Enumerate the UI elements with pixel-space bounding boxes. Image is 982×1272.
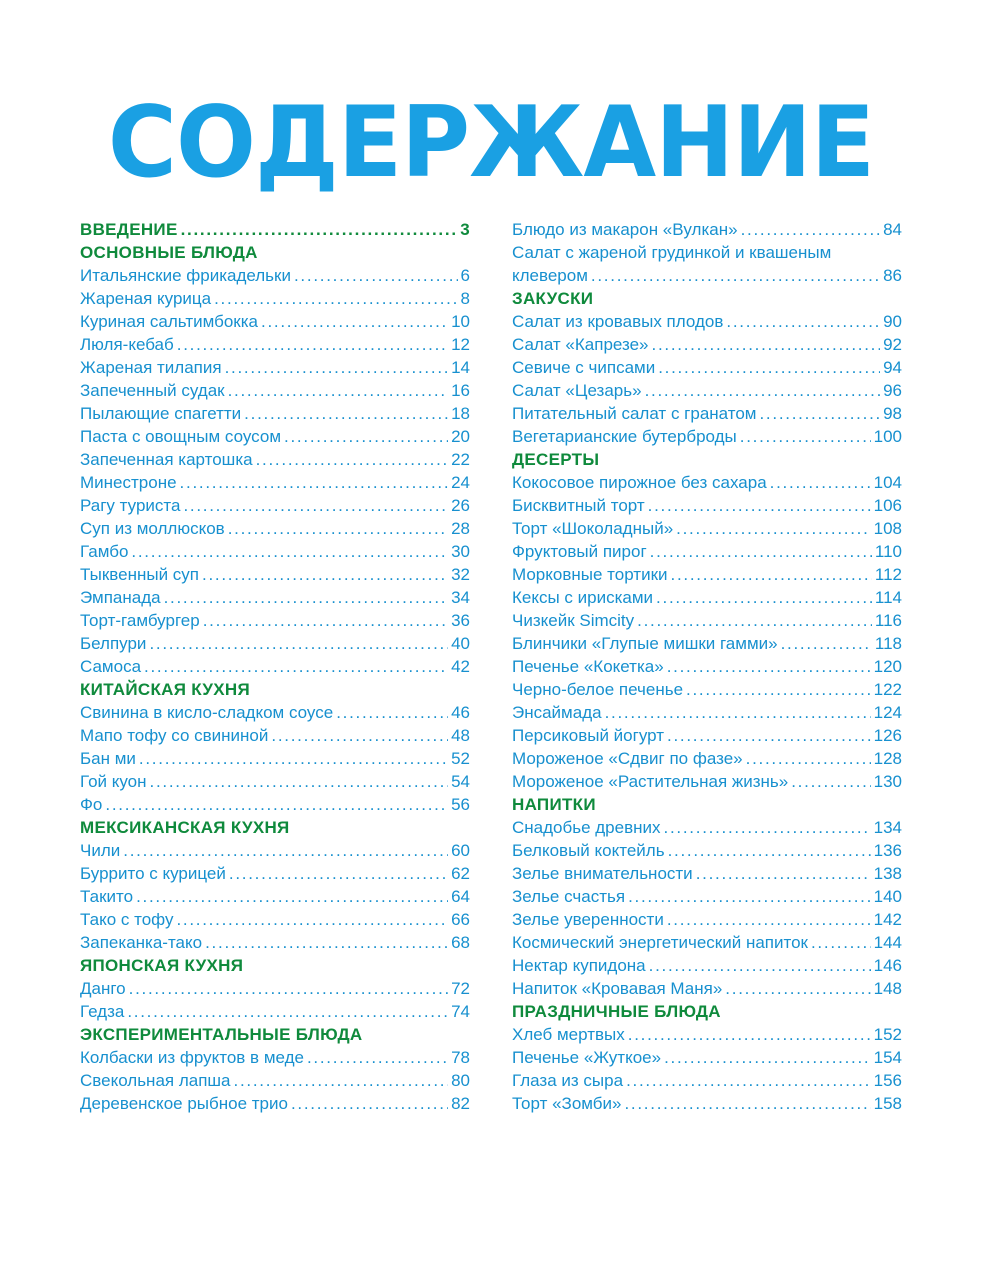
entry-label: Морковные тортики [512,565,668,584]
page-number: 72 [451,979,470,998]
page-number: 138 [873,864,902,883]
toc-entry[interactable] [80,931,470,954]
section-heading-desserts: ДЕСЕРТЫ [512,450,600,469]
entry-label: Блюдо из макарон «Вулкан» [512,220,738,239]
section-heading-snacks: ЗАКУСКИ [512,289,594,308]
entry-label: Глаза из сыра [512,1071,624,1090]
page-number: 108 [873,519,902,538]
page-number: 48 [451,726,470,745]
page-number: 104 [873,473,902,492]
page-number: 84 [883,220,902,239]
toc-entry[interactable] [512,1046,902,1069]
dot-leader [686,678,871,701]
page-number: 46 [451,703,470,722]
page-number: 122 [873,680,902,699]
entry-label: Пылающие спагетти [80,404,242,423]
page-number: 6 [460,266,470,285]
page-number: 54 [451,772,470,791]
page-number: 128 [873,749,902,768]
toc-entry[interactable] [80,494,470,517]
toc-entry[interactable] [512,356,902,379]
toc-entry[interactable] [80,379,470,402]
toc-entry[interactable] [80,747,470,770]
section-heading-mexican: МЕКСИКАНСКАЯ КУХНЯ [80,818,290,837]
page-title: СОДЕРЖАНИЕ [107,86,875,200]
dot-leader [336,701,448,724]
toc-entry[interactable] [512,517,902,540]
dot-leader [741,218,881,241]
toc-entry[interactable] [512,218,902,241]
page-number: 90 [883,312,902,331]
toc-entry[interactable] [80,448,470,471]
toc-entry[interactable] [80,1046,470,1069]
page-number: 10 [451,312,470,331]
entry-label: Чили [80,841,121,860]
entry-label: Снадобье древних [512,818,661,837]
toc-entry[interactable] [512,701,902,724]
toc-entry[interactable] [512,586,902,609]
page-number: 22 [451,450,470,469]
page-number: 20 [451,427,470,446]
dot-leader [284,425,448,448]
dot-leader [139,747,448,770]
entry-label: Бисквитный торт [512,496,645,515]
entry-label: Вегетарианские бутерброды [512,427,737,446]
toc-list-main [80,264,470,678]
toc-entry[interactable] [80,1092,470,1115]
toc-entry[interactable] [512,425,902,448]
dot-leader [183,494,448,517]
toc-entry[interactable] [512,1069,902,1092]
toc-entry[interactable] [80,793,470,816]
entry-label: Салат из кровавых плодов [512,312,724,331]
toc-entry[interactable] [80,1000,470,1023]
page-number: 14 [451,358,470,377]
entry-label: Торт «Шоколадный» [512,519,674,538]
toc-entry[interactable] [512,379,902,402]
page-number: 126 [873,726,902,745]
page-number: 118 [874,634,902,653]
section-heading-drinks: НАПИТКИ [512,795,596,814]
dot-leader [726,310,880,333]
toc-entry[interactable] [80,563,470,586]
page-number: 144 [873,933,902,952]
dot-leader [256,448,448,471]
dot-leader [725,977,870,1000]
dot-leader [781,632,872,655]
dot-leader [136,885,448,908]
dot-leader [234,1069,449,1092]
toc-entry[interactable] [80,701,470,724]
entry-label: Суп из моллюсков [80,519,225,538]
toc-entry[interactable] [512,563,902,586]
dot-leader [244,402,448,425]
toc-entry[interactable] [512,678,902,701]
toc-entry[interactable] [512,977,902,1000]
page-number: 120 [873,657,902,676]
page-number: 12 [451,335,470,354]
page-number: 24 [451,473,470,492]
entry-label: Зелье внимательности [512,864,693,883]
toc-entry[interactable] [80,632,470,655]
dot-leader [624,1092,870,1115]
entry-label: Буррито с курицей [80,864,226,883]
page-number: 26 [451,496,470,515]
dot-leader [123,839,448,862]
toc-entry[interactable] [80,310,470,333]
entry-label: Нектар купидона [512,956,646,975]
page-number: 106 [873,496,902,515]
dot-leader [637,609,872,632]
entry-label: Тако с тофу [80,910,174,929]
section-heading-holiday: ПРАЗДНИЧНЫЕ БЛЮДА [512,1002,721,1021]
dot-leader [626,1069,871,1092]
entry-label: Салат «Цезарь» [512,381,642,400]
page-number: 68 [451,933,470,952]
page-number: 124 [873,703,902,722]
page-number: 36 [451,611,470,630]
dot-leader [791,770,870,793]
entry-label: Гедза [80,1002,125,1021]
page-number: 74 [451,1002,470,1021]
dot-leader [628,885,871,908]
page-number: 130 [873,772,902,791]
entry-label: клевером [512,266,588,285]
toc-right-column [512,218,902,1115]
entry-label: Салат с жареной грудинкой и квашеным [512,243,832,262]
page-number: 64 [451,887,470,906]
toc-list-snacks [512,310,902,448]
entry-label: Гой куон [80,772,147,791]
entry-label: Чизкейк Simcity [512,611,635,630]
toc-entry-wrapped-line2[interactable] [512,264,902,287]
entry-label: Черно-белое печенье [512,680,684,699]
toc-entry[interactable] [80,425,470,448]
toc-entry[interactable] [512,724,902,747]
dot-leader [291,1092,448,1115]
page-number: 32 [451,565,470,584]
dot-leader [294,264,458,287]
toc-entry[interactable] [512,471,902,494]
entry-label: Паста с овощным соусом [80,427,282,446]
dot-leader [129,977,448,1000]
entry-label: Самоса [80,657,142,676]
dot-leader [181,218,458,241]
dot-leader [650,540,872,563]
entry-label: Фо [80,795,103,814]
page-number: 146 [873,956,902,975]
toc-entry[interactable] [80,1069,470,1092]
dot-leader [127,1000,448,1023]
section-heading-chinese: КИТАЙСКАЯ КУХНЯ [80,680,250,699]
toc-entry[interactable] [80,287,470,310]
toc-entry[interactable] [80,471,470,494]
entry-label: Салат «Капрезе» [512,335,649,354]
entry-label: Кокосовое пирожное без сахара [512,473,767,492]
dot-leader [740,425,871,448]
dot-leader [770,471,871,494]
dot-leader [811,931,871,954]
toc-entry[interactable] [512,402,902,425]
entry-label: Зелье уверенности [512,910,664,929]
toc-list-desserts [512,471,902,793]
entry-label: Запеченная картошка [80,450,253,469]
toc-entry[interactable] [80,977,470,1000]
page-number: 78 [451,1048,470,1067]
toc-list-experimental [80,1046,470,1115]
dot-leader [668,839,871,862]
dot-leader [131,540,448,563]
page-number: 116 [874,611,902,630]
dot-leader [667,655,871,678]
dot-leader [203,609,448,632]
entry-label: Запеченный судак [80,381,225,400]
page-number: 148 [873,979,902,998]
dot-leader [164,586,448,609]
entry-label: Блинчики «Глупые мишки гамми» [512,634,778,653]
toc-entry[interactable] [80,724,470,747]
entry-label: Гамбо [80,542,129,561]
entry-label: Деревенское рыбное трио [80,1094,288,1113]
dot-leader [229,862,448,885]
entry-label: Мороженое «Сдвиг по фазе» [512,749,743,768]
page-number: 152 [873,1025,902,1044]
entry-label: Жареная тилапия [80,358,222,377]
toc-entry-wrapped-line1[interactable] [512,241,902,264]
entry-label: Торт «Зомби» [512,1094,622,1113]
dot-leader [261,310,448,333]
entry-label: Напиток «Кровавая Маня» [512,979,723,998]
page-number: 136 [873,841,902,860]
entry-label: Рагу туриста [80,496,181,515]
page-number: 42 [451,657,470,676]
dot-leader [177,333,448,356]
page-number: 94 [883,358,902,377]
page-number: 110 [874,542,902,561]
dot-leader [667,724,871,747]
page-number: 60 [451,841,470,860]
entry-label: Питательный салат с гранатом [512,404,757,423]
toc-entry[interactable] [80,333,470,356]
entry-label: Мапо тофу со свининой [80,726,269,745]
toc-entry[interactable] [80,540,470,563]
entry-label: Печенье «Жуткое» [512,1048,662,1067]
page-number: 112 [874,565,902,584]
entry-label: Зелье счастья [512,887,626,906]
dot-leader [759,402,880,425]
toc-entry[interactable] [80,264,470,287]
page-number: 92 [883,335,902,354]
entry-label: Севиче с чипсами [512,358,656,377]
page-number: 114 [874,588,902,607]
page-number: 3 [460,220,470,239]
page-number: 34 [451,588,470,607]
page-number: 40 [451,634,470,653]
dot-leader [225,356,448,379]
entry-label: Космический энергетический напиток [512,933,808,952]
section-heading-intro: ВВЕДЕНИЕ [80,220,178,239]
entry-label: Такито [80,887,134,906]
entry-label: Куриная сальтимбокка [80,312,259,331]
toc-entry[interactable] [512,954,902,977]
toc-entry[interactable] [512,885,902,908]
section-heading-main: ОСНОВНЫЕ БЛЮДА [80,243,258,262]
entry-label: Печенье «Кокетка» [512,657,664,676]
dot-leader [671,563,872,586]
toc-entry[interactable] [512,931,902,954]
entry-label: Торт-гамбургер [80,611,200,630]
toc-entry[interactable] [512,816,902,839]
entry-label: Запеканка-тако [80,933,203,952]
page-number: 140 [873,887,902,906]
entry-label: Жареная курица [80,289,212,308]
toc-entry[interactable] [80,356,470,379]
section-heading-experimental: ЭКСПЕРИМЕНТАЛЬНЫЕ БЛЮДА [80,1025,363,1044]
dot-leader [628,1023,871,1046]
toc-entry[interactable] [80,908,470,931]
toc-entry[interactable] [80,770,470,793]
page-number: 52 [451,749,470,768]
entry-label: Данго [80,979,126,998]
entry-label: Минестроне [80,473,177,492]
entry-label: Свинина в кисло-сладком соусе [80,703,334,722]
page-number: 134 [873,818,902,837]
dot-leader [746,747,871,770]
dot-leader [202,563,448,586]
page-number: 96 [883,381,902,400]
toc-entry[interactable] [512,310,902,333]
dot-leader [149,632,448,655]
entry-label: Колбаски из фруктов в меде [80,1048,304,1067]
page-number: 56 [451,795,470,814]
toc-entry[interactable] [512,770,902,793]
entry-label: Белпури [80,634,147,653]
page-number: 80 [451,1071,470,1090]
page-number: 82 [451,1094,470,1113]
dot-leader [271,724,448,747]
dot-leader [664,816,871,839]
entry-label: Эмпанада [80,588,161,607]
toc-entry[interactable] [80,655,470,678]
toc-list-mexican [80,839,470,954]
toc-entry[interactable] [512,747,902,770]
toc-entry[interactable] [512,908,902,931]
entry-label: Белковый коктейль [512,841,665,860]
page-number: 18 [451,404,470,423]
dot-leader [605,701,871,724]
page-number: 100 [873,427,902,446]
dot-leader [228,379,448,402]
toc-list-chinese [80,701,470,816]
dot-leader [676,517,870,540]
page-number: 30 [451,542,470,561]
toc-entry[interactable] [512,609,902,632]
toc-entry[interactable] [80,885,470,908]
toc-entry[interactable] [80,839,470,862]
toc-entry[interactable] [512,494,902,517]
dot-leader [696,862,871,885]
entry-label: Свекольная лапша [80,1071,231,1090]
dot-leader [648,494,871,517]
dot-leader [214,287,457,310]
page-number: 142 [873,910,902,929]
page-number: 86 [883,266,902,285]
page-number: 28 [451,519,470,538]
entry-label: Тыквенный суп [80,565,200,584]
toc-entry[interactable] [512,1092,902,1115]
dot-leader [176,908,448,931]
page-number: 156 [873,1071,902,1090]
toc-left-column [80,218,470,1115]
dot-leader [307,1046,448,1069]
toc-entry[interactable] [80,402,470,425]
toc-entry[interactable] [512,632,902,655]
dot-leader [658,356,880,379]
page-number: 158 [873,1094,902,1113]
page-number: 8 [460,289,470,308]
entry-label: Люля-кебаб [80,335,174,354]
dot-leader [591,264,880,287]
toc-list-japanese [80,977,470,1023]
page-number: 16 [451,381,470,400]
dot-leader [645,379,881,402]
section-heading-japanese: ЯПОНСКАЯ КУХНЯ [80,956,244,975]
dot-leader [652,333,881,356]
toc-entry[interactable] [80,862,470,885]
toc-entry[interactable] [512,862,902,885]
entry-label: Итальянские фрикадельки [80,266,291,285]
dot-leader [180,471,449,494]
entry-label: Фруктовый пирог [512,542,647,561]
toc-list-drinks [512,816,902,1000]
dot-leader [664,1046,871,1069]
dot-leader [105,793,448,816]
dot-leader [649,954,871,977]
dot-leader [144,655,448,678]
toc-entry[interactable] [80,609,470,632]
toc-entry-intro[interactable] [80,218,470,241]
page-number: 66 [451,910,470,929]
toc-entry[interactable] [512,333,902,356]
entry-label: Мороженое «Растительная жизнь» [512,772,789,791]
toc-entry[interactable] [80,586,470,609]
entry-label: Кексы с ирисками [512,588,654,607]
page-number: 62 [451,864,470,883]
toc-entry[interactable] [512,540,902,563]
dot-leader [656,586,872,609]
dot-leader [667,908,871,931]
toc-list-continued [512,218,902,241]
page-number: 154 [873,1048,902,1067]
toc-entry[interactable] [80,517,470,540]
toc-entry[interactable] [512,655,902,678]
toc-list-holiday [512,1023,902,1115]
entry-label: Хлеб мертвых [512,1025,625,1044]
page-number: 98 [883,404,902,423]
toc-entry[interactable] [512,1023,902,1046]
toc-entry[interactable] [512,839,902,862]
dot-leader [150,770,449,793]
entry-label: Бан ми [80,749,136,768]
entry-label: Энсаймада [512,703,602,722]
entry-label: Персиковый йогурт [512,726,665,745]
dot-leader [228,517,448,540]
dot-leader [205,931,448,954]
